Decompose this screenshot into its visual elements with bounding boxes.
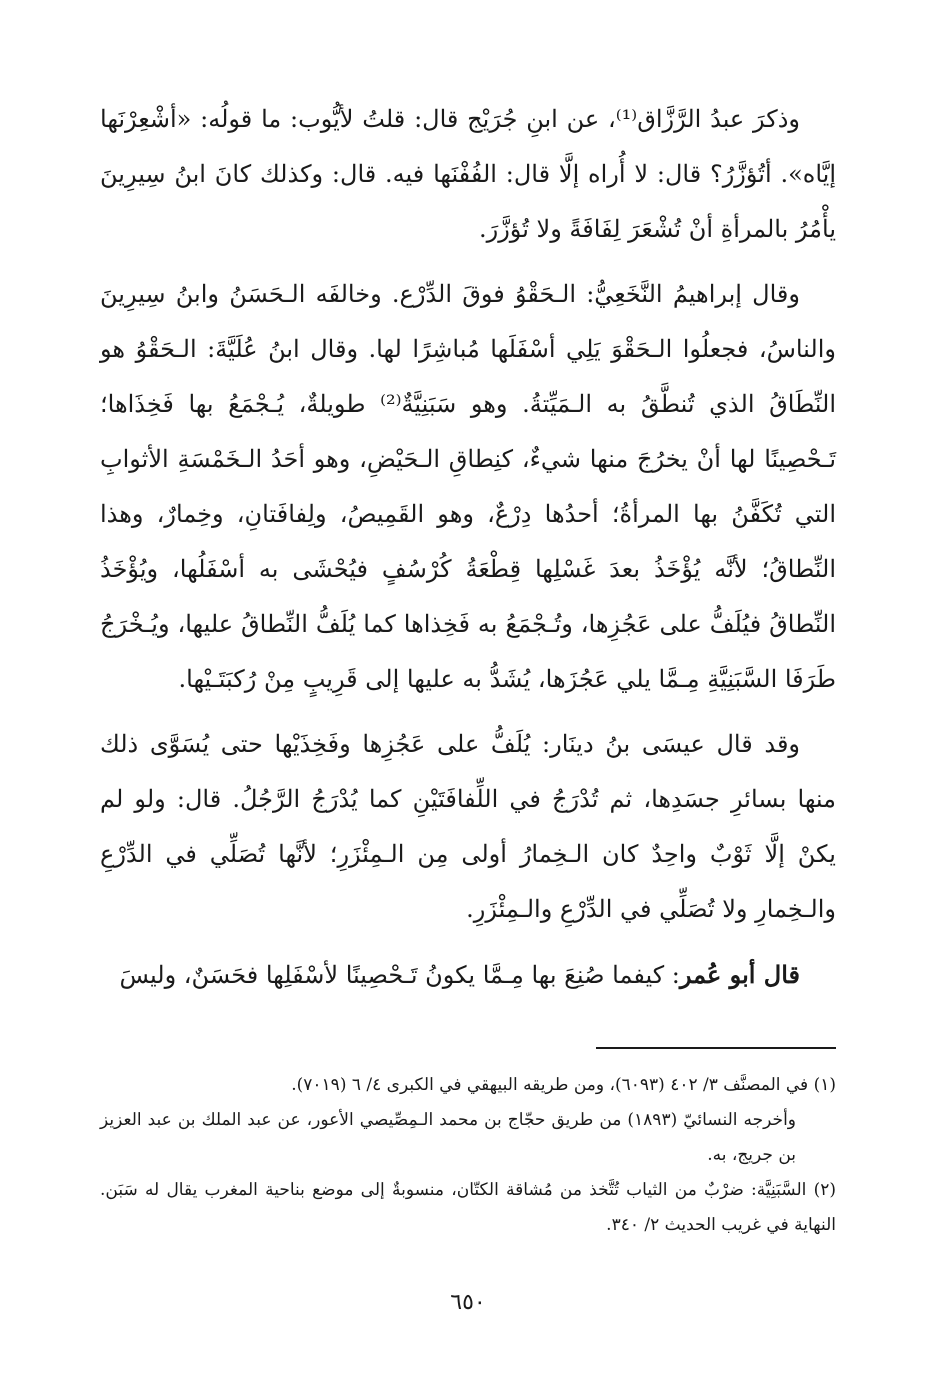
paragraph-2: وقال إبراهيمُ النَّخَعِيُّ: الـحَقْوُ فوقَ الدِّرْع. وخالفَه الـحَسَنُ وابنُ سِيرِينَ والناسُ، فجعلُوا الـحَقْوَ يَلِي أسْفَلَها مُباشِرًا لها. وقال ابنُ عُلَيَّةَ: الـحَقْوُ هو النِّطَاقُ الذي تُنطَّقُ به الـمَيِّتةُ. وهو سَبَنِيَّةٌ⁽²⁾ طويلةٌ، يُـجْمَعُ بها فَخِذَاها؛ تَـحْصِينًا لها أنْ يخرُجَ منها شيءٌ، كنِطاقِ الـحَيْضِ، وهو أحَدُ الـخَمْسَةِ الأثوابِ التي تُكَفَّنُ بها المرأةُ؛ أحدُها دِرْعٌ، وهو القَمِيصُ، ولِفافَتانِ، وخِمارٌ، وهذا النِّطاقُ؛ لأنَّه يُؤْخَذُ بعدَ غَسْلِها قِطْعَةُ كُرْسُفٍ فيُحْشَى به أسْفَلُها، ويُؤْخَذُ النِّطاقُ فيُلَفُّ على عَجُزِها، وتُـجْمَعُ به فَخِذاها كما يُلَفُّ النِّطاقُ عليها، ويُـخْرَجُ طَرَفَا السَّبَنِيَّةِ مِـمَّا يلي عَجُزَها، يُشَدُّ به عليها إلى قَرِيبٍ مِنْ رُكبَتَـيْها. (100, 280, 837, 693)
footnote-1: (١) في المصنَّف ٣/ ٤٠٢ (٦٠٩٣)، ومن طريقه البيهقي في الكبرى ٤/ ٦ (٧٠١٩). (291, 1075, 836, 1095)
paragraph-4-text: : كيفما صُنِعَ بها مِـمَّا يكونُ تَـحْصِينًا لأسْفَلِها فحَسَنٌ، وليسَ (119, 961, 680, 989)
paragraph-3: وقد قال عيسَى بنُ دينَار: يُلَفُّ على عَجُزِها وفَخِذَيْها حتى يُسَوَّى ذلك منها بسائرِ جسَدِها، ثم تُدْرَجُ في اللِّفافَتَيْنِ كما يُدْرَجُ الرَّجُلُ. قال: ولو لم يكنْ إلَّا ثَوْبٌ واحِدٌ كان الـخِمارُ أولى مِن الـمِئْزَرِ؛ لأنَّها تُصَلِّي في الدِّرْعِ والـخِمارِ ولا تُصَلِّي في الدِّرْعِ والـمِئْزَرِ. (100, 730, 836, 923)
paragraph-1: وذكرَ عبدُ الرَّزَّاق⁽¹⁾، عن ابنِ جُرَيْج قال: قلتُ لأيُّوب: ما قولُه: «أشْعِرْنَها إيَّاه». أتُؤزَّرُ؟ قال: لا أُراه إلَّا قال: الفُفْنَها فيه. قال: وكذلك كانَ ابنُ سِيرِينَ يأْمُرُ بالمرأةِ أنْ تُشْعَرَ لِفَافَةً ولا تُؤزَّرَ. (100, 105, 836, 243)
footnote-1-continuation: وأخرجه النسائيّ (١٨٩٣) من طريق حجّاج بن محمد الـمِصِّيصي الأعور، عن عبد الملك بن عبد العزيز بن جريج، به. (100, 1110, 796, 1165)
page-number: ٦٥٠ (450, 1290, 486, 1315)
footnote-separator (596, 1047, 836, 1049)
paragraph-4 (100, 947, 836, 1003)
main-text (100, 92, 836, 1013)
footnotes (100, 1068, 836, 1243)
bold-lead: قال أبو عُمر (679, 960, 800, 989)
footnote-2: (٢) السَّبَنِيَّة: ضرْبٌ من الثياب تُتَّخذ من مُشاقة الكتّان، منسوبةٌ إلى موضع بناحية المغرب يقال له سَبَن. النهاية في غريب الحديث ٢/ ٣٤٠. (100, 1180, 836, 1235)
